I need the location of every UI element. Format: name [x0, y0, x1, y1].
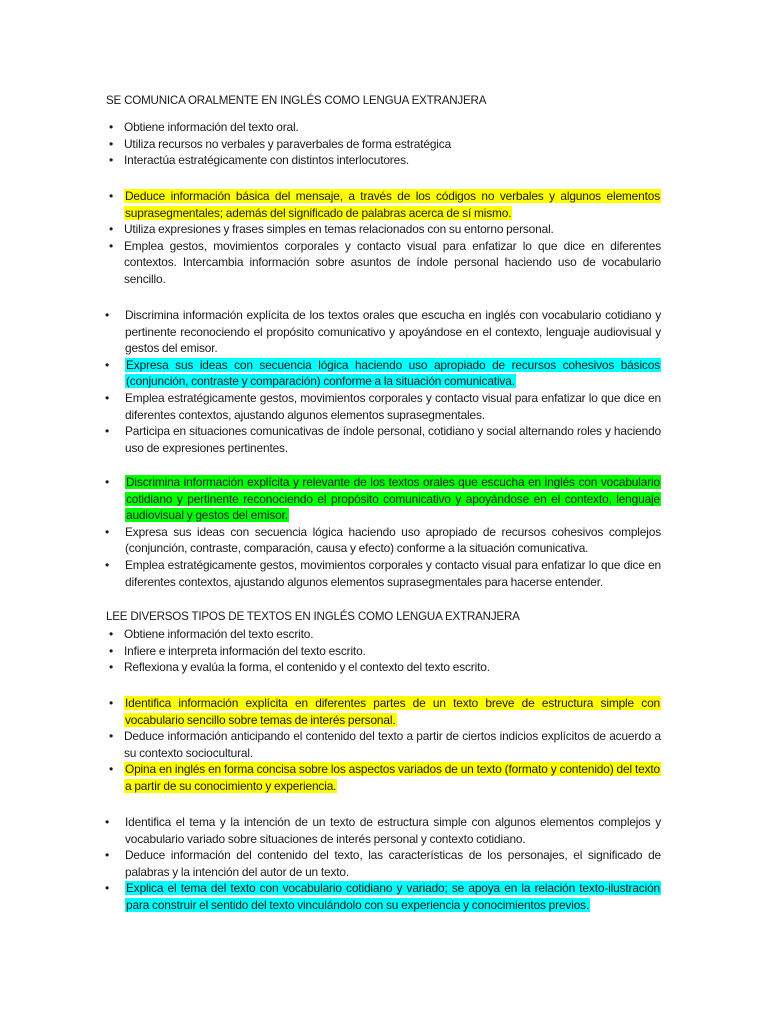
bullet-icon: •	[109, 120, 114, 134]
list-item-text: Reflexiona y evalúa la forma, el contenido y el contexto del texto escrito.	[124, 660, 490, 675]
list-item-text: Utiliza expresiones y frases simples en temas relacionados con su entorno personal.	[124, 222, 554, 237]
list-item	[109, 188, 661, 221]
list-item-text: Participa en situaciones comunicativas de índole personal, cotidiano y social alternando roles y haciendo uso de expresiones pertinentes.	[125, 424, 661, 455]
section-heading-reading: LEE DIVERSOS TIPOS DE TEXTOS EN INGLÉS COMO LENGUA EXTRANJERA	[106, 610, 520, 623]
bullet-icon: •	[105, 848, 110, 863]
list-item-text: Emplea gestos, movimientos corporales y contacto visual para enfatizar lo que dice en diferentes contextos. Intercambia información sobre asuntos de índole personal haciendo uso de vocabulario sencillo.	[124, 238, 661, 286]
list-item	[109, 119, 661, 136]
list-item	[105, 557, 661, 590]
bullet-icon: •	[109, 153, 114, 168]
list-item	[105, 814, 661, 847]
list-item	[109, 221, 661, 238]
list-item-text: Deduce información del contenido del texto, las características de los personajes, el significado de palabras y la intención del autor de un texto.	[125, 848, 661, 879]
list-item-text: Infiere e interpreta información del texto escrito.	[124, 643, 366, 658]
bullet-icon: •	[105, 815, 110, 829]
bullet-icon: •	[105, 424, 110, 439]
bullet-icon: •	[105, 475, 110, 489]
bullet-icon: •	[105, 881, 110, 896]
bullet-icon: •	[109, 643, 114, 658]
list-item-text: Obtiene información del texto escrito.	[124, 627, 314, 641]
list-item	[105, 307, 661, 357]
list-item	[105, 474, 661, 524]
list-item-text: Emplea estratégicamente gestos, movimientos corporales y contacto visual para enfatizar lo que dice en diferentes contextos, ajustando algunos elementos suprasegmentales.	[125, 390, 661, 422]
list-item-text: Discrimina información explícita de los textos orales que escucha en inglés con vocabulario cotidiano y pertinente reconociendo el propósito comunicativo y apoyándose en el contexto, lenguaje audiovisual y gestos del emisor.	[125, 308, 661, 356]
bullet-icon: •	[105, 357, 110, 372]
bullet-icon: •	[109, 238, 114, 253]
list-item	[109, 761, 661, 794]
list-item	[109, 152, 661, 169]
bullet-icon: •	[109, 762, 114, 777]
list-item-text: Opina en inglés en forma concisa sobre los aspectos variados de un texto (formato y contenido) del texto a partir de su conocimiento y experiencia.	[125, 762, 660, 793]
list-item-text: Emplea estratégicamente gestos, movimientos corporales y contacto visual para enfatizar lo que dice en diferentes contextos, ajustando algunos elementos suprasegmentales para hacerse entender.	[125, 557, 661, 589]
bullet-icon: •	[109, 136, 114, 151]
list-item-text: Obtiene información del texto oral.	[124, 120, 299, 134]
reading-performance-group-2	[105, 814, 661, 914]
list-item-text: Identifica información explícita en diferentes partes de un texto breve de estructura simple con vocabulario sencillo sobre temas de interés personal.	[125, 696, 660, 727]
reading-capabilities-list	[109, 626, 661, 676]
list-item	[109, 626, 661, 643]
bullet-icon: •	[109, 660, 114, 675]
list-item	[109, 136, 661, 153]
list-item-text: Discrimina información explícita y relevante de los textos orales que escucha en inglés con vocabulario cotidiano y pertinente reconociendo el propósito comunicativo y apoyándose en el contexto, lenguaje audiovisual y gestos del emisor.	[126, 475, 660, 523]
list-item-text: Utiliza recursos no verbales y paraverbales de forma estratégica	[124, 136, 452, 151]
section-heading-oral: SE COMUNICA ORALMENTE EN INGLÉS COMO LENGUA EXTRANJERA	[106, 94, 487, 107]
list-item-text: Deduce información anticipando el contenido del texto a partir de ciertos indicios explícitos de acuerdo a su contexto sociocultural.	[124, 729, 661, 760]
bullet-icon: •	[109, 696, 114, 710]
list-item-text: Expresa sus ideas con secuencia lógica haciendo uso apropiado de recursos cohesivos complejos (conjunción, contraste, comparación, causa y efecto) conforme a la situación comunicativa.	[125, 524, 661, 556]
list-item	[105, 524, 661, 557]
bullet-icon: •	[105, 557, 110, 572]
list-item	[105, 847, 661, 880]
oral-performance-group-1	[109, 188, 661, 288]
list-item	[105, 423, 661, 456]
bullet-icon: •	[109, 627, 114, 641]
list-item-text: Identifica el tema y la intención de un texto de estructura simple con algunos elementos complejos y vocabulario variado sobre situaciones de interés personal y contexto cotidiano.	[125, 815, 661, 846]
oral-performance-group-3	[105, 474, 661, 590]
bullet-icon: •	[109, 729, 114, 744]
bullet-icon: •	[105, 308, 110, 322]
list-item	[105, 390, 661, 423]
list-item-text: Interactúa estratégicamente con distintos interlocutores.	[124, 153, 410, 168]
bullet-icon: •	[105, 390, 110, 405]
list-item	[109, 695, 661, 728]
list-item	[109, 238, 661, 288]
list-item	[109, 659, 661, 676]
bullet-icon: •	[109, 222, 114, 237]
list-item	[105, 357, 661, 390]
bullet-icon: •	[109, 189, 114, 203]
list-item	[109, 728, 661, 761]
oral-performance-group-2	[105, 307, 661, 456]
list-item-text: Explica el tema del texto con vocabulario cotidiano y variado; se apoya en la relación texto-ilustración para construir el sentido del texto vinculándolo con su experiencia y conocimientos previos.	[126, 881, 660, 912]
list-item	[109, 643, 661, 660]
bullet-icon: •	[105, 524, 110, 539]
list-item	[105, 880, 661, 913]
oral-capabilities-list	[109, 119, 661, 169]
reading-performance-group-1	[109, 695, 661, 795]
list-item-text: Expresa sus ideas con secuencia lógica haciendo uso apropiado de recursos cohesivos básicos (conjunción, contraste y comparación) conforme a la situación comunicativa.	[126, 357, 660, 389]
list-item-text: Deduce información básica del mensaje, a través de los códigos no verbales y algunos elementos suprasegmentales; además del significado de palabras acerca de sí mismo.	[125, 189, 660, 220]
